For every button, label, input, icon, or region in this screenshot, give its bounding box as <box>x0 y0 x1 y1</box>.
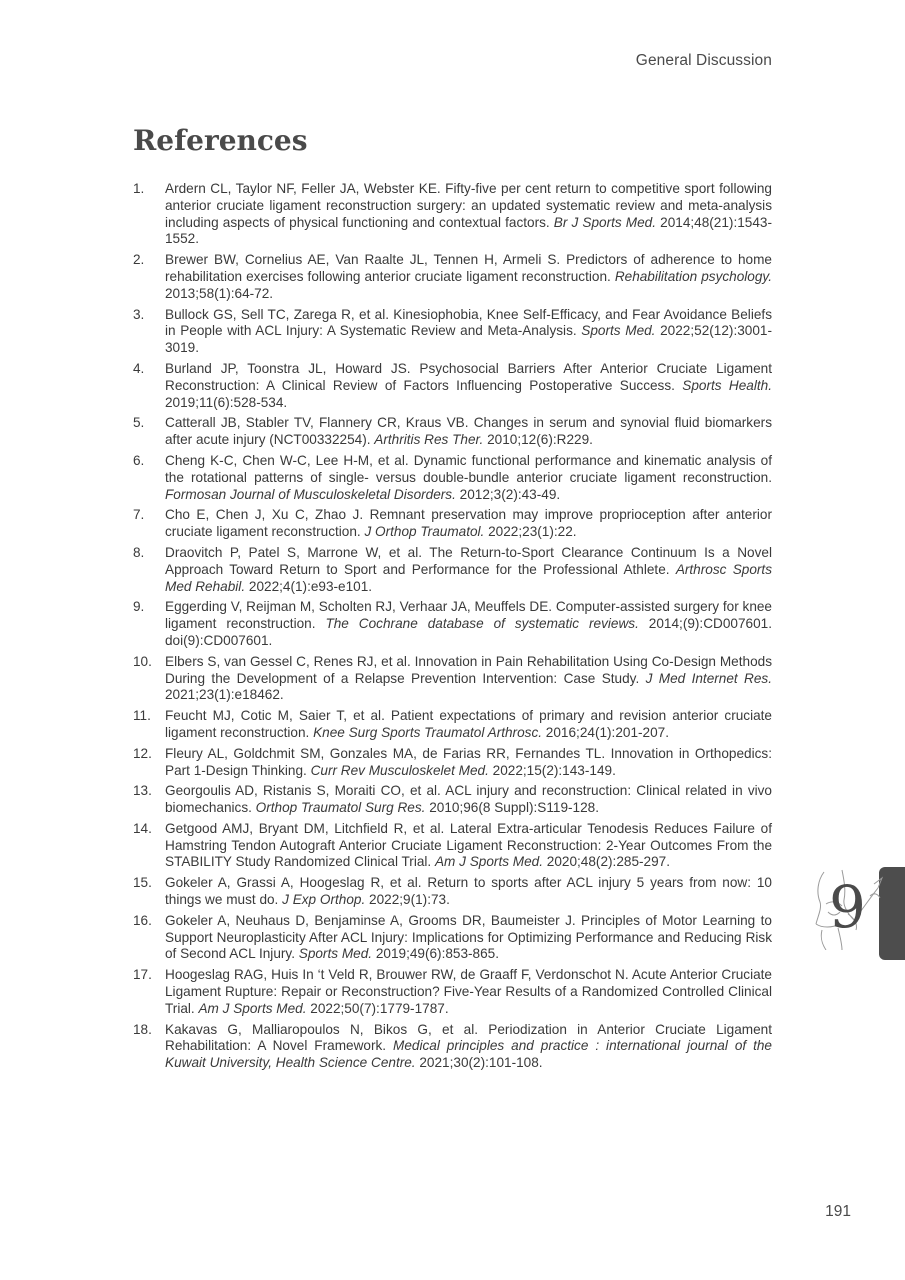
reference-citation: 2010;96(8 Suppl):S119-128. <box>425 800 599 816</box>
reference-number: 5. <box>133 415 145 431</box>
reference-authors-title: Gokeler A, Grassi A, Hoogeslag R, et al. Return to sports after ACL injury 5 years from now: 10 things we must do. <box>165 875 772 908</box>
reference-authors-title: Catterall JB, Stabler TV, Flannery CR, Kraus VB. Changes in serum and synovial fluid biomarkers after acute injury (NCT00332254). <box>165 415 772 448</box>
reference-citation: 2014;48(21):1543-1552. <box>165 214 772 247</box>
running-head: General Discussion <box>635 52 772 69</box>
reference-number: 18. <box>133 1021 152 1037</box>
reference-authors-title: Ardern CL, Taylor NF, Feller JA, Webster KE. Fifty-five per cent return to competitive sport following anterior cruciate ligament reconstruction surgery: an updated systematic review and meta-analysis including aspects of physical functioning and contextual factors. <box>165 181 772 230</box>
reference-journal: Arthritis Res Ther. <box>374 432 484 448</box>
reference-authors-title: Burland JP, Toonstra JL, Howard JS. Psychosocial Barriers After Anterior Cruciate Ligament Reconstruction: A Clinical Review of Factors Influencing Postoperative Success. <box>165 360 772 393</box>
reference-citation: 2021;23(1):e18462. <box>165 687 284 703</box>
reference-authors-title: Feucht MJ, Cotic M, Saier T, et al. Patient expectations of primary and revision anterior cruciate ligament reconstruction. <box>165 708 772 740</box>
reference-item <box>133 654 772 704</box>
reference-number: 8. <box>133 544 145 560</box>
reference-item <box>133 967 772 1017</box>
page-number: 191 <box>825 1203 851 1220</box>
reference-number: 12. <box>133 745 152 761</box>
reference-item <box>133 181 772 248</box>
reference-authors-title: Cheng K-C, Chen W-C, Lee H-M, et al. Dynamic functional performance and kinematic analysis of the rotational patterns of single- versus double-bundle anterior cruciate ligament reconstruction. <box>165 452 772 485</box>
reference-journal: J Exp Orthop. <box>282 892 366 908</box>
reference-item <box>133 453 772 503</box>
reference-number: 14. <box>133 820 152 836</box>
reference-journal: Orthop Traumatol Surg Res. <box>255 800 426 816</box>
section-title: References <box>133 124 308 157</box>
reference-item <box>133 746 772 780</box>
reference-number: 7. <box>133 507 145 523</box>
reference-citation: 2019;11(6):528-534. <box>165 394 288 410</box>
reference-item <box>133 545 772 595</box>
reference-citation: 2019;49(6):853-865. <box>372 946 500 962</box>
reference-citation: 2022;9(1):73. <box>365 892 450 908</box>
reference-item <box>133 361 772 411</box>
chapter-number: 9 <box>829 873 866 941</box>
reference-authors-title: Georgoulis AD, Ristanis S, Moraiti CO, et al. ACL injury and reconstruction: Clinical related in vivo biomechanics. <box>165 783 772 816</box>
reference-authors-title: Gokeler A, Neuhaus D, Benjaminse A, Grooms DR, Baumeister J. Principles of Motor Learning to Support Neuroplasticity After ACL Injury: Implications for Optimizing Performance and Reducing Risk of Second ACL Injury. <box>165 912 772 962</box>
reference-number: 10. <box>133 653 152 669</box>
reference-journal: Sports Health. <box>682 377 772 393</box>
reference-authors-title: Getgood AMJ, Bryant DM, Litchfield R, et al. Lateral Extra-articular Tenodesis Reduces Failure of Hamstring Tendon Autograft Anterior Cruciate Ligament Reconstruction: 2-Year Outcomes From the STABILITY Study Randomized Clinical Trial. <box>165 820 772 870</box>
reference-citation: 2013;58(1):64-72. <box>165 285 274 301</box>
reference-citation: 2014;(9):CD007601. doi(9):CD007601. <box>165 616 772 648</box>
reference-item <box>133 307 772 357</box>
reference-number: 2. <box>133 252 145 268</box>
reference-authors-title: Hoogeslag RAG, Huis In ‘t Veld R, Brouwer RW, de Graaff F, Verdonschot N. Acute Anterior Cruciate Ligament Rupture: Repair or Reconstruction? Five-Year Results of a Randomized Controlled Clinical Trial. <box>165 967 772 1016</box>
reference-number: 16. <box>133 912 152 928</box>
reference-journal: Curr Rev Musculoskelet Med. <box>310 762 489 778</box>
reference-citation: 2022;4(1):e93-e101. <box>245 578 373 594</box>
reference-number: 1. <box>133 181 145 196</box>
reference-journal: J Med Internet Res. <box>645 670 772 686</box>
reference-journal: Sports Med. <box>298 946 373 962</box>
reference-journal: Am J Sports Med. <box>198 1000 307 1016</box>
reference-number: 3. <box>133 306 145 322</box>
reference-citation: 2020;48(2):285-297. <box>543 854 670 870</box>
reference-journal: Sports Med. <box>581 323 656 339</box>
reference-item <box>133 783 772 817</box>
reference-item <box>133 599 772 649</box>
reference-citation: 2012;3(2):43-49. <box>455 486 561 502</box>
reference-list <box>133 181 772 1076</box>
reference-authors-title: Cho E, Chen J, Xu C, Zhao J. Remnant preservation may improve proprioception after anterior cruciate ligament reconstruction. <box>165 507 772 540</box>
reference-journal: Rehabilitation psychology. <box>614 268 772 284</box>
reference-item <box>133 1022 772 1072</box>
reference-journal: Medical principles and practice : international journal of the Kuwait University, Health Science Centre. <box>165 1038 772 1071</box>
reference-citation: 2022;15(2):143-149. <box>488 762 616 778</box>
reference-number: 9. <box>133 599 145 615</box>
reference-item <box>133 507 772 541</box>
reference-number: 13. <box>133 783 152 799</box>
reference-journal: Am J Sports Med. <box>434 854 544 870</box>
reference-citation: 2016;24(1):201-207. <box>542 724 670 740</box>
reference-authors-title: Elbers S, van Gessel C, Renes RJ, et al. Innovation in Pain Rehabilitation Using Co-Design Methods During the Development of a Relapse Prevention Intervention: Case Study. <box>165 653 772 686</box>
reference-authors-title: Brewer BW, Cornelius AE, Van Raalte JL, Tennen H, Armeli S. Predictors of adherence to home rehabilitation exercises following anterior cruciate ligament reconstruction. <box>165 252 772 284</box>
reference-citation: 2022;23(1):22. <box>484 524 577 540</box>
reference-citation: 2022;50(7):1779-1787. <box>306 1000 449 1016</box>
reference-number: 15. <box>133 875 152 891</box>
reference-journal: J Orthop Traumatol. <box>364 524 485 540</box>
reference-item <box>133 252 772 302</box>
reference-number: 17. <box>133 967 152 983</box>
reference-item <box>133 415 772 449</box>
reference-number: 11. <box>133 708 151 724</box>
reference-authors-title: Eggerding V, Reijman M, Scholten RJ, Verhaar JA, Meuffels DE. Computer-assisted surgery for knee ligament reconstruction. <box>165 599 772 632</box>
reference-authors-title: Fleury AL, Goldchmit SM, Gonzales MA, de Farias RR, Fernandes TL. Innovation in Orthopedics: Part 1-Design Thinking. <box>165 745 772 778</box>
reference-journal: Br J Sports Med. <box>553 214 657 230</box>
reference-item <box>133 821 772 871</box>
reference-item <box>133 875 772 909</box>
reference-authors-title: Kakavas G, Malliaropoulos N, Bikos G, et al. Periodization in Anterior Cruciate Ligament Rehabilitation: A Novel Framework. <box>165 1021 772 1054</box>
reference-citation: 2021;30(2):101-108. <box>415 1055 543 1071</box>
reference-citation: 2010;12(6):R229. <box>483 432 593 448</box>
reference-authors-title: Bullock GS, Sell TC, Zarega R, et al. Kinesiophobia, Knee Self-Efficacy, and Fear Avoidance Beliefs in People with ACL Injury: A Systematic Review and Meta-Analysis. <box>165 306 772 339</box>
reference-number: 4. <box>133 360 145 376</box>
reference-item <box>133 708 772 742</box>
reference-citation: 2022;52(12):3001-3019. <box>165 323 772 356</box>
reference-journal: Arthrosc Sports Med Rehabil. <box>165 561 772 594</box>
reference-journal: The Cochrane database of systematic reviews. <box>325 616 639 632</box>
reference-journal: Knee Surg Sports Traumatol Arthrosc. <box>313 724 543 740</box>
reference-item <box>133 913 772 963</box>
reference-journal: Formosan Journal of Musculoskeletal Disorders. <box>165 486 456 502</box>
reference-authors-title: Draovitch P, Patel S, Marrone W, et al. The Return-to-Sport Clearance Continuum Is a Novel Approach Toward Return to Sport and Performance for the Professional Athlete. <box>165 544 772 577</box>
reference-number: 6. <box>133 452 145 468</box>
